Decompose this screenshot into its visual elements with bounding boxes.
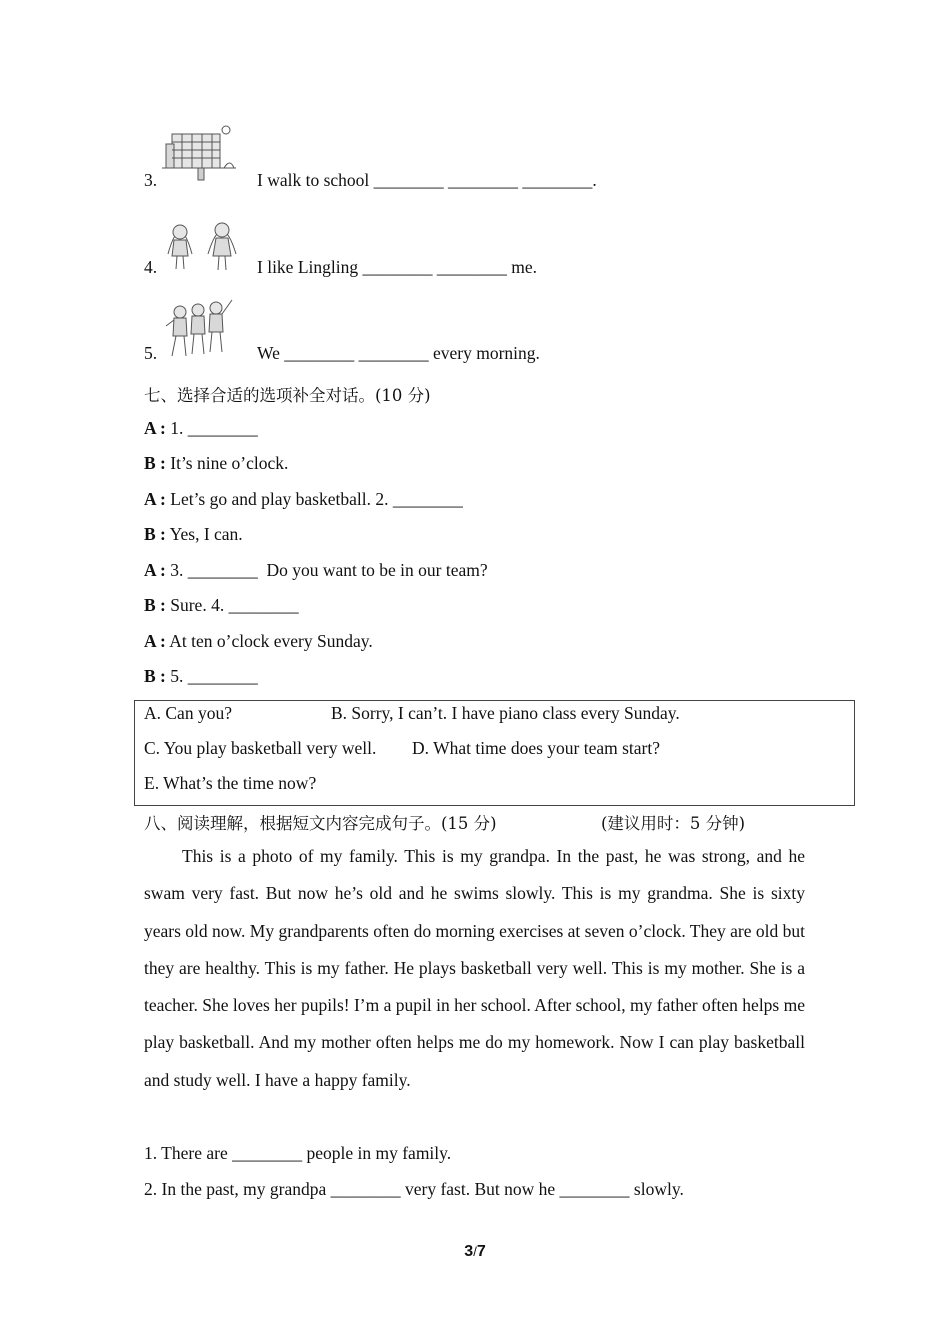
page-separator: / — [473, 1244, 477, 1259]
item-3-number: 3. — [144, 170, 158, 190]
dialogue-text: 5. ________ — [165, 666, 258, 686]
dialogue-line-4 — [144, 524, 243, 545]
dialogue-line-1 — [144, 418, 258, 439]
total-pages: 7 — [476, 1243, 486, 1260]
question-2: 2. In the past, my grandpa ________ very fast. But now he ________ slowly. — [144, 1179, 684, 1199]
school-building-picture — [162, 122, 236, 184]
dialogue-text: Sure. 4. ________ — [165, 595, 299, 615]
dialogue-text: At ten o’clock every Sunday. — [165, 631, 373, 651]
dialogue-text: 3. ________ Do you want to be in our team? — [165, 560, 488, 580]
dialogue-line-3 — [144, 489, 463, 510]
dialogue-text: Yes, I can. — [165, 524, 243, 544]
dialogue-text: It’s nine o’clock. — [165, 453, 289, 473]
dialogue-text: Let’s go and play basketball. 2. ________ — [165, 489, 463, 509]
option-c: C. You play basketball very well. — [144, 738, 377, 758]
section-7-title: 七、选择合适的选项补全对话。(10 分) — [144, 386, 431, 405]
reading-passage — [144, 838, 805, 1099]
dialogue-line-6 — [144, 595, 299, 616]
speaker: B : — [144, 595, 166, 615]
section-8-time-hint: (建议用时：5 分钟) — [601, 814, 746, 833]
dialogue-line-5 — [144, 560, 488, 581]
option-e: E. What’s the time now? — [144, 773, 317, 793]
option-b: B. Sorry, I can’t. I have piano class every Sunday. — [331, 703, 680, 723]
option-a: A. Can you? — [144, 703, 232, 723]
dialogue-text: 1. ________ — [165, 418, 258, 438]
speaker: A : — [144, 489, 166, 509]
passage-text: This is a photo of my family. This is my grandpa. In the past, he was strong, and he swam very fast. But now he’s old and he swims slowly. This is my grandma. She is sixty years old now. My grandparents often do morning exercises at seven o’clock. They are old but they are healthy. This is my father. He plays basketball very well. This is my mother. She is a teacher. She loves her pupils! I’m a pupil in her school. After school, my father often helps me play basketball. And my mother often helps me do my homework. Now I can play basketball and study well. I have a happy family. — [144, 846, 805, 1090]
speaker: B : — [144, 666, 166, 686]
item-5-sentence: We ________ ________ every morning. — [257, 343, 540, 363]
speaker: A : — [144, 631, 166, 651]
item-5-number: 5. — [144, 343, 158, 363]
speaker: B : — [144, 453, 166, 473]
speaker: A : — [144, 560, 166, 580]
question-1: 1. There are ________ people in my family. — [144, 1143, 452, 1163]
current-page: 3 — [464, 1243, 474, 1260]
item-4-number: 4. — [144, 257, 158, 277]
item-3-sentence: I walk to school ________ ________ ________. — [257, 170, 597, 190]
section-8-title: 八、阅读理解，根据短文内容完成句子。(15 分) — [144, 814, 497, 833]
dialogue-line-2 — [144, 453, 288, 474]
page-number — [0, 1243, 950, 1261]
dialogue-line-7 — [144, 631, 373, 652]
item-4-sentence: I like Lingling ________ ________ me. — [257, 257, 537, 277]
option-d: D. What time does your team start? — [412, 738, 661, 758]
dialogue-line-8 — [144, 666, 258, 687]
speaker: A : — [144, 418, 166, 438]
speaker: B : — [144, 524, 166, 544]
children-exercising-picture — [162, 296, 238, 360]
girls-skipping-picture — [162, 214, 238, 274]
